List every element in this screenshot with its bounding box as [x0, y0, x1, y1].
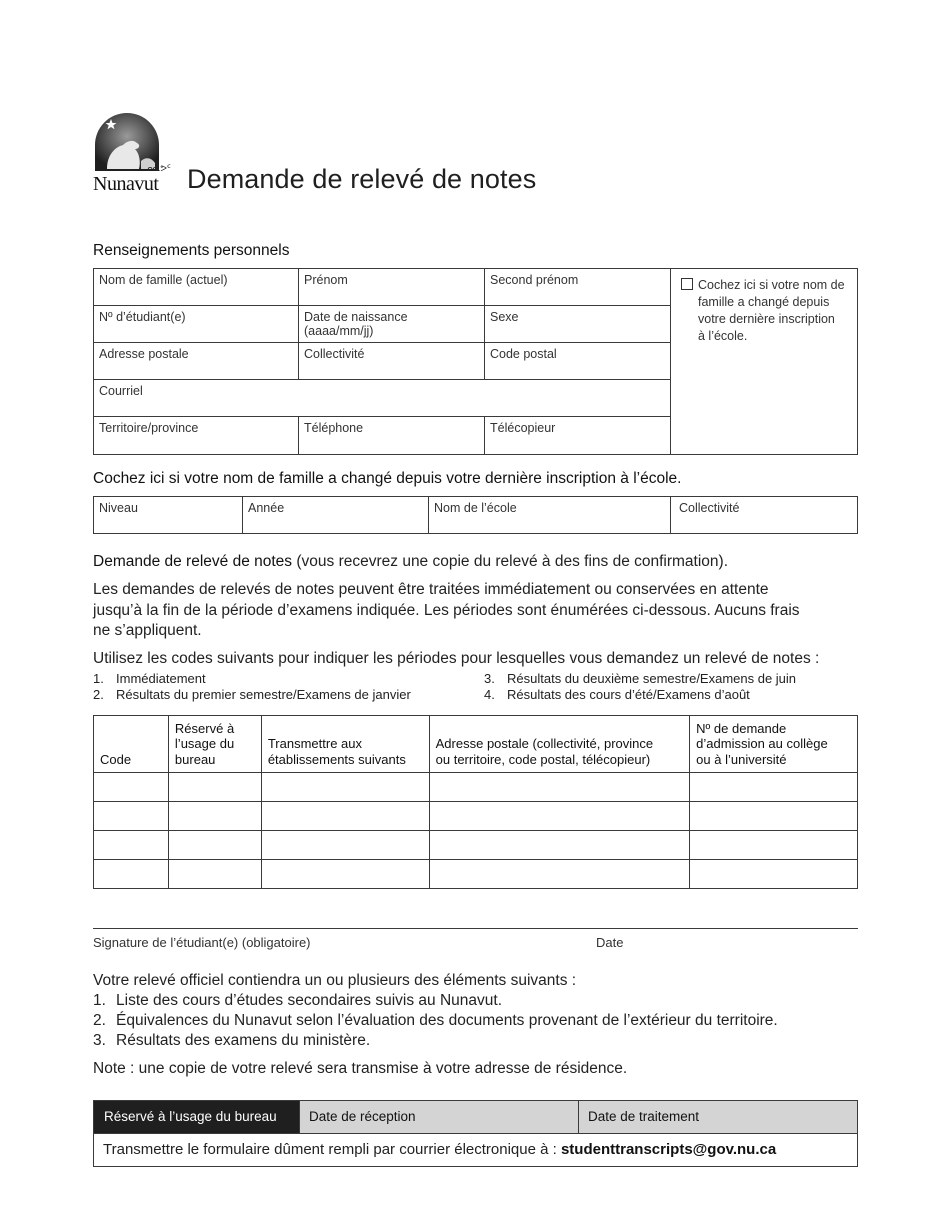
- paragraph-line: Les demandes de relevés de notes peuvent être traitées immédiatement ou conservées en attente: [93, 581, 769, 598]
- community-field[interactable]: Collectivité: [304, 347, 365, 361]
- col-header-office-use: Réservé à l’usage du bureau: [168, 716, 261, 773]
- residence-note: Note : une copie de votre relevé sera transmise à votre adresse de résidence.: [93, 1060, 628, 1077]
- submit-email-link[interactable]: studenttranscripts@gov.nu.ca: [560, 1141, 777, 1158]
- year-field[interactable]: Année: [248, 501, 285, 515]
- last-name-field[interactable]: Nom de famille (actuel): [99, 273, 228, 287]
- checkbox-label-line: votre dernière inscription: [698, 312, 835, 326]
- code-item-4: 4. Résultats des cours d’été/Examens d’août: [484, 687, 750, 702]
- table-cell[interactable]: [690, 831, 858, 860]
- request-lead-bold: Demande de relevé de notes: [93, 553, 293, 570]
- table-cell[interactable]: [690, 773, 858, 802]
- table-cell[interactable]: [261, 860, 429, 889]
- first-name-field[interactable]: Prénom: [304, 273, 348, 287]
- office-use-label: Réservé à l’usage du bureau: [94, 1101, 299, 1133]
- table-cell[interactable]: [261, 831, 429, 860]
- student-number-field[interactable]: Nº d’étudiant(e): [99, 310, 186, 324]
- table-cell[interactable]: [168, 802, 261, 831]
- nunavut-logo: [93, 111, 171, 195]
- table-cell[interactable]: [429, 773, 690, 802]
- col-header-send-to: Transmettre aux établissements suivants: [261, 716, 429, 773]
- code-item-3: 3. Résultats du deuxième semestre/Examens de juin: [484, 671, 797, 686]
- sex-field[interactable]: Sexe: [490, 310, 519, 324]
- request-paragraph: [93, 580, 873, 642]
- request-lead: [93, 552, 863, 573]
- table-cell[interactable]: [690, 802, 858, 831]
- table-cell[interactable]: [94, 860, 169, 889]
- phone-field[interactable]: Téléphone: [304, 421, 364, 435]
- official-intro: Votre relevé officiel contiendra un ou plusieurs des éléments suivants :: [93, 972, 577, 989]
- school-name-field[interactable]: Nom de l’école: [434, 501, 517, 515]
- fax-field[interactable]: Télécopieur: [490, 421, 556, 435]
- grade-field[interactable]: Niveau: [99, 501, 138, 515]
- name-changed-checkbox[interactable]: [681, 278, 693, 290]
- official-item-1: 1. Liste des cours d’études secondaires suivis au Nunavut.: [93, 992, 502, 1009]
- table-cell[interactable]: [261, 802, 429, 831]
- processed-date-field[interactable]: Date de traitement: [578, 1101, 857, 1133]
- table-cell[interactable]: [94, 773, 169, 802]
- middle-name-field[interactable]: Second prénom: [490, 273, 579, 287]
- name-changed-checkbox-group: [681, 277, 856, 345]
- territory-province-field[interactable]: Territoire/province: [99, 421, 199, 435]
- table-cell[interactable]: [94, 802, 169, 831]
- table-cell[interactable]: [429, 831, 690, 860]
- table-row: [94, 860, 858, 889]
- office-use-box: [93, 1100, 858, 1167]
- submit-text: Transmettre le formulaire dûment rempli par courrier électronique à :: [103, 1141, 561, 1158]
- checkbox-label-line: Cochez ici si votre nom de: [698, 278, 845, 292]
- svg-text:ᓄᓇᕗᑦ: ᓄᓇᕗᑦ: [145, 164, 171, 174]
- logo-wordmark: Nunavut: [93, 173, 159, 195]
- request-table: [93, 715, 858, 889]
- paragraph-line: ne s’appliquent.: [93, 622, 202, 639]
- table-cell[interactable]: [429, 860, 690, 889]
- checkbox-label-line: à l’école.: [698, 329, 748, 343]
- page-title: Demande de relevé de notes: [187, 164, 537, 194]
- official-item-3: 3. Résultats des examens du ministère.: [93, 1032, 371, 1049]
- codes-intro: Utilisez les codes suivants pour indiquer les périodes pour lesquelles vous demandez un relevé de notes :: [93, 650, 820, 667]
- personal-info-heading: Renseignements personnels: [93, 242, 290, 259]
- table-row: [94, 773, 858, 802]
- checkbox-label-line: famille a changé depuis: [698, 295, 830, 309]
- official-item-2: 2. Équivalences du Nunavut selon l’évaluation des documents provenant de l’extérieur du territoire.: [93, 1012, 778, 1029]
- col-header-postal-address: Adresse postale (collectivité, province ou territoire, code postal, télécopieur): [429, 716, 690, 773]
- date-label: Date: [596, 935, 624, 950]
- postal-code-field[interactable]: Code postal: [490, 347, 557, 361]
- col-header-application-number: Nº de demande d’admission au collège ou à l’université: [690, 716, 858, 773]
- request-lead-rest: (vous recevrez une copie du relevé à des fins de confirmation).: [292, 553, 729, 570]
- table-cell[interactable]: [429, 802, 690, 831]
- table-cell[interactable]: [94, 831, 169, 860]
- table-cell[interactable]: [168, 831, 261, 860]
- table-cell[interactable]: [261, 773, 429, 802]
- code-item-1: 1. Immédiatement: [93, 671, 206, 686]
- school-heading: Cochez ici si votre nom de famille a changé depuis votre dernière inscription à l’école.: [93, 470, 682, 487]
- col-header-code: Code: [94, 716, 169, 773]
- birth-date-field[interactable]: Date de naissance (aaaa/mm/jj): [304, 310, 408, 338]
- postal-address-field[interactable]: Adresse postale: [99, 347, 189, 361]
- table-row: [94, 802, 858, 831]
- school-community-field[interactable]: Collectivité: [679, 501, 740, 515]
- signature-label: Signature de l’étudiant(e) (obligatoire): [93, 935, 311, 950]
- table-cell[interactable]: [168, 773, 261, 802]
- table-cell[interactable]: [168, 860, 261, 889]
- table-row: [94, 831, 858, 860]
- signature-line[interactable]: [93, 928, 858, 929]
- table-cell[interactable]: [690, 860, 858, 889]
- submit-instructions: [103, 1141, 776, 1158]
- received-date-field[interactable]: Date de réception: [299, 1101, 579, 1133]
- paragraph-line: jusqu’à la fin de la période d’examens indiquée. Les périodes sont énumérées ci-dessous. Aucuns frais: [93, 601, 800, 619]
- email-field[interactable]: Courriel: [99, 384, 143, 398]
- code-item-2: 2. Résultats du premier semestre/Examens de janvier: [93, 687, 411, 702]
